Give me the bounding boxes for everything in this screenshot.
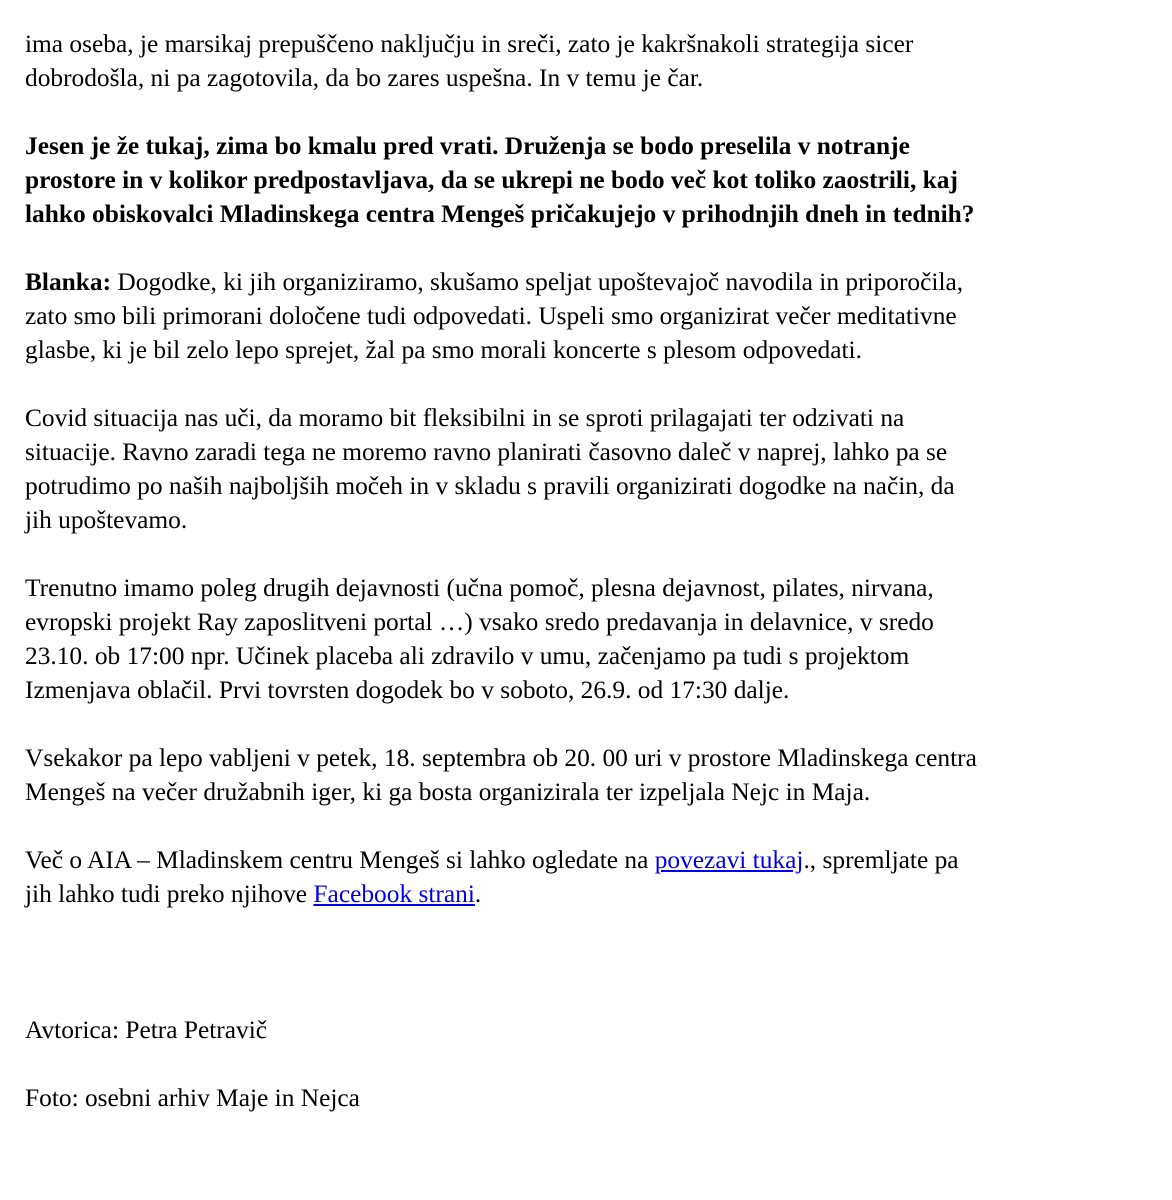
text-line: situacije. Ravno zaradi tega ne moremo ravno planirati časovno daleč v naprej, lahko pa se bbox=[25, 438, 948, 466]
more-info-text: ., spremljate pa bbox=[803, 846, 959, 874]
paragraph-spacer bbox=[25, 1047, 1145, 1081]
text-line: Mengeš na večer družabnih iger, ki ga bosta organizirala ter izpeljala Nejc in Maja. bbox=[25, 778, 871, 806]
text-line: evropski projekt Ray zaposlitveni portal …) vsako sredo predavanja in delavnice, v sredo bbox=[25, 608, 934, 636]
text-line: 23.10. ob 17:00 npr. Učinek placeba ali zdravilo v umu, začenjamo pa tudi s projektom bbox=[25, 642, 910, 670]
more-info-text: Več o AIA – Mladinskem centru Mengeš si lahko ogledate na bbox=[25, 846, 655, 874]
more-info-paragraph bbox=[25, 843, 1145, 911]
text-line: Izmenjava oblačil. Prvi tovrsten dogodek bo v soboto, 26.9. od 17:30 dalje. bbox=[25, 676, 790, 704]
text-line: Trenutno imamo poleg drugih dejavnosti (učna pomoč, plesna dejavnost, pilates, nirvana, bbox=[25, 574, 934, 602]
paragraph-spacer bbox=[25, 809, 1145, 843]
paragraph-spacer bbox=[25, 911, 1145, 1013]
covid-paragraph bbox=[25, 401, 1145, 537]
interview-answer bbox=[25, 265, 1145, 367]
text-line: prostore in v kolikor predpostavljava, da se ukrepi ne bodo več kot toliko zaostrili, kaj bbox=[25, 166, 958, 194]
author-credit bbox=[25, 1013, 1145, 1047]
interview-question bbox=[25, 129, 1145, 231]
text-line: potrudimo po naših najboljših močeh in v skladu s pravili organizirati dogodke na način, da bbox=[25, 472, 955, 500]
text-line bbox=[25, 265, 1145, 299]
more-info-text: jih lahko tudi preko njihove bbox=[25, 880, 314, 908]
paragraph-spacer bbox=[25, 95, 1145, 129]
paragraph-spacer bbox=[25, 707, 1145, 741]
text-line: Avtorica: Petra Petravič bbox=[25, 1016, 268, 1044]
facebook-link[interactable]: Facebook strani bbox=[313, 880, 475, 908]
article-body bbox=[25, 27, 1145, 1115]
paragraph-spacer bbox=[25, 537, 1145, 571]
text-line: zato smo bili primorani določene tudi odpovedati. Uspeli smo organizirat večer meditativne bbox=[25, 302, 957, 330]
current-activities-paragraph bbox=[25, 571, 1145, 707]
speaker-name: Blanka: bbox=[25, 268, 112, 296]
povezavi-tukaj-link[interactable]: povezavi tukaj bbox=[654, 846, 804, 874]
more-info-text: . bbox=[474, 880, 482, 908]
text-line: ima oseba, je marsikaj prepuščeno naključju in sreči, zato je kakršnakoli strategija sicer bbox=[25, 30, 914, 58]
invitation-paragraph bbox=[25, 741, 1145, 809]
photo-credit bbox=[25, 1081, 1145, 1115]
text-line: Covid situacija nas uči, da moramo bit fleksibilni in se sproti prilagajati ter odzivati na bbox=[25, 404, 905, 432]
text-line: lahko obiskovalci Mladinskega centra Mengeš pričakujejo v prihodnjih dneh in tednih? bbox=[25, 200, 975, 228]
text-line: glasbe, ki je bil zelo lepo sprejet, žal pa smo morali koncerte s plesom odpovedati. bbox=[25, 336, 862, 364]
text-line: dobrodošla, ni pa zagotovila, da bo zares uspešna. In v temu je čar. bbox=[25, 64, 704, 92]
answer-text: Dogodke, ki jih organiziramo, skušamo speljat upoštevajoč navodila in priporočila, bbox=[111, 268, 964, 296]
text-line bbox=[25, 877, 1145, 911]
paragraph-spacer bbox=[25, 367, 1145, 401]
paragraph-spacer bbox=[25, 231, 1145, 265]
text-line: Vsekakor pa lepo vabljeni v petek, 18. septembra ob 20. 00 uri v prostore Mladinskega centra bbox=[25, 744, 977, 772]
text-line: jih upoštevamo. bbox=[25, 506, 188, 534]
intro-paragraph bbox=[25, 27, 1145, 95]
text-line: Foto: osebni arhiv Maje in Nejca bbox=[25, 1084, 360, 1112]
text-line: Jesen je že tukaj, zima bo kmalu pred vrati. Druženja se bodo preselila v notranje bbox=[25, 132, 910, 160]
text-line bbox=[25, 843, 1145, 877]
